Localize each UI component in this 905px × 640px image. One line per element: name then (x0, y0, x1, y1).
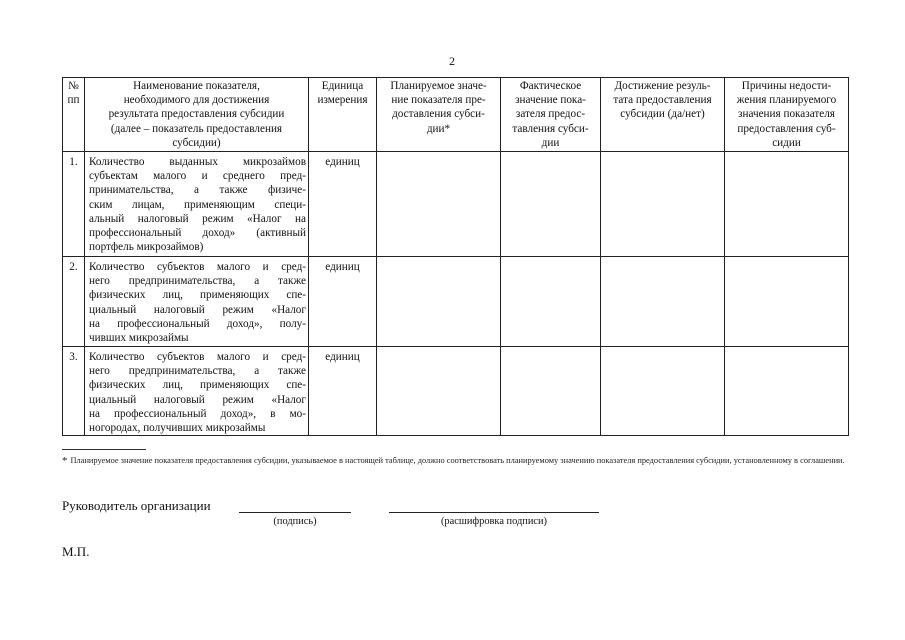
table-empty-cell (376, 346, 501, 436)
table-row-name-line: субъектам малого и среднего пред- (89, 170, 306, 183)
table-row-name-line: Количество субъектов малого и сред- (89, 261, 306, 273)
signature-decoding-caption: (расшифровка подписи) (440, 516, 548, 527)
table-row-name-line: циальный налоговый режим «Налог (89, 303, 306, 316)
table-header-cell: Планируемое значе- ние показателя пре- доставления субси- дии* (376, 77, 501, 152)
signature-decoding-line (389, 512, 599, 513)
table-row-unit: единиц (308, 151, 377, 257)
table-row-name-line: Количество выданных микрозаймов (89, 156, 306, 168)
table-empty-cell (500, 256, 601, 347)
table-row-name-line: на профессиональный доход», в мо- (89, 407, 306, 420)
table-header-cell: Единица измерения (308, 77, 377, 152)
table-row-name-line: него предпринимательства, а также (89, 275, 306, 288)
footnote-separator (62, 449, 146, 450)
table-empty-cell (724, 151, 849, 257)
stamp-label: М.П. (62, 544, 90, 559)
results-table (62, 77, 848, 435)
table-row-name-line: чивших микрозаймы (89, 332, 189, 345)
table-empty-cell (500, 151, 601, 257)
table-row-name-line: него предпринимательства, а также (89, 365, 306, 378)
footnote (62, 455, 848, 468)
table-row-name-line: физических лиц, применяющих спе- (89, 379, 306, 392)
signature-label: Руководитель организации (62, 498, 211, 513)
table-header-cell: Причины недости- жения планируемого значения показателя предоставления суб- сидии (724, 77, 849, 152)
table-row-name-line: профессиональный доход» (активный (89, 227, 306, 240)
table-row-name-line: Количество субъектов малого и сред- (89, 351, 306, 363)
table-row-number: 3. (62, 346, 85, 436)
table-row-number: 2. (62, 256, 85, 347)
table-header-cell: Достижение резуль- тата предоставления субсидии (да/нет) (600, 77, 725, 152)
table-row-unit: единиц (308, 346, 377, 436)
signature-caption: (подпись) (273, 516, 317, 527)
table-header-cell: Наименование показателя, необходимого для достижения результата предоставления субсидии (далее – показатель предоставления субсидии) (84, 77, 309, 152)
table-empty-cell (724, 256, 849, 347)
table-row-number: 1. (62, 151, 85, 257)
table-row-name (84, 151, 309, 257)
table-empty-cell (600, 256, 725, 347)
table-empty-cell (724, 346, 849, 436)
table-empty-cell (500, 346, 601, 436)
table-empty-cell (376, 151, 501, 257)
page-number: 2 (449, 54, 455, 68)
table-row-name-line: альный налоговый режим «Налог на (89, 212, 306, 225)
table-empty-cell (600, 346, 725, 436)
table-row-name-line: на профессиональный доход», полу- (89, 317, 306, 330)
table-row-name (84, 256, 309, 347)
table-row-name-line: ским лицам, применяющим специ- (89, 198, 306, 211)
table-row-name-line: ногородах, получивших микрозаймы (89, 422, 266, 435)
table-row-unit: единиц (308, 256, 377, 347)
footnote-marker: * (62, 455, 68, 467)
table-header-cell: № пп (62, 77, 85, 152)
table-row-name-line: портфель микрозаймов) (89, 241, 204, 254)
table-row-name-line: физических лиц, применяющих спе- (89, 289, 306, 302)
table-row-name-line: принимательства, а также физиче- (89, 184, 306, 197)
table-row-name-line: циальный налоговый режим «Налог (89, 393, 306, 406)
table-header-cell: Фактическое значение пока- зателя предос- тавления субси- дии (500, 77, 601, 152)
footnote-text: Планируемое значение показателя предоставления субсидии, указываемое в настоящей таблице, должно соответствовать планируемому значению показателя предоставления субсидии, установленному в соглашении. (70, 456, 845, 465)
table-empty-cell (376, 256, 501, 347)
table-empty-cell (600, 151, 725, 257)
table-row-name (84, 346, 309, 436)
signature-line (239, 512, 351, 513)
